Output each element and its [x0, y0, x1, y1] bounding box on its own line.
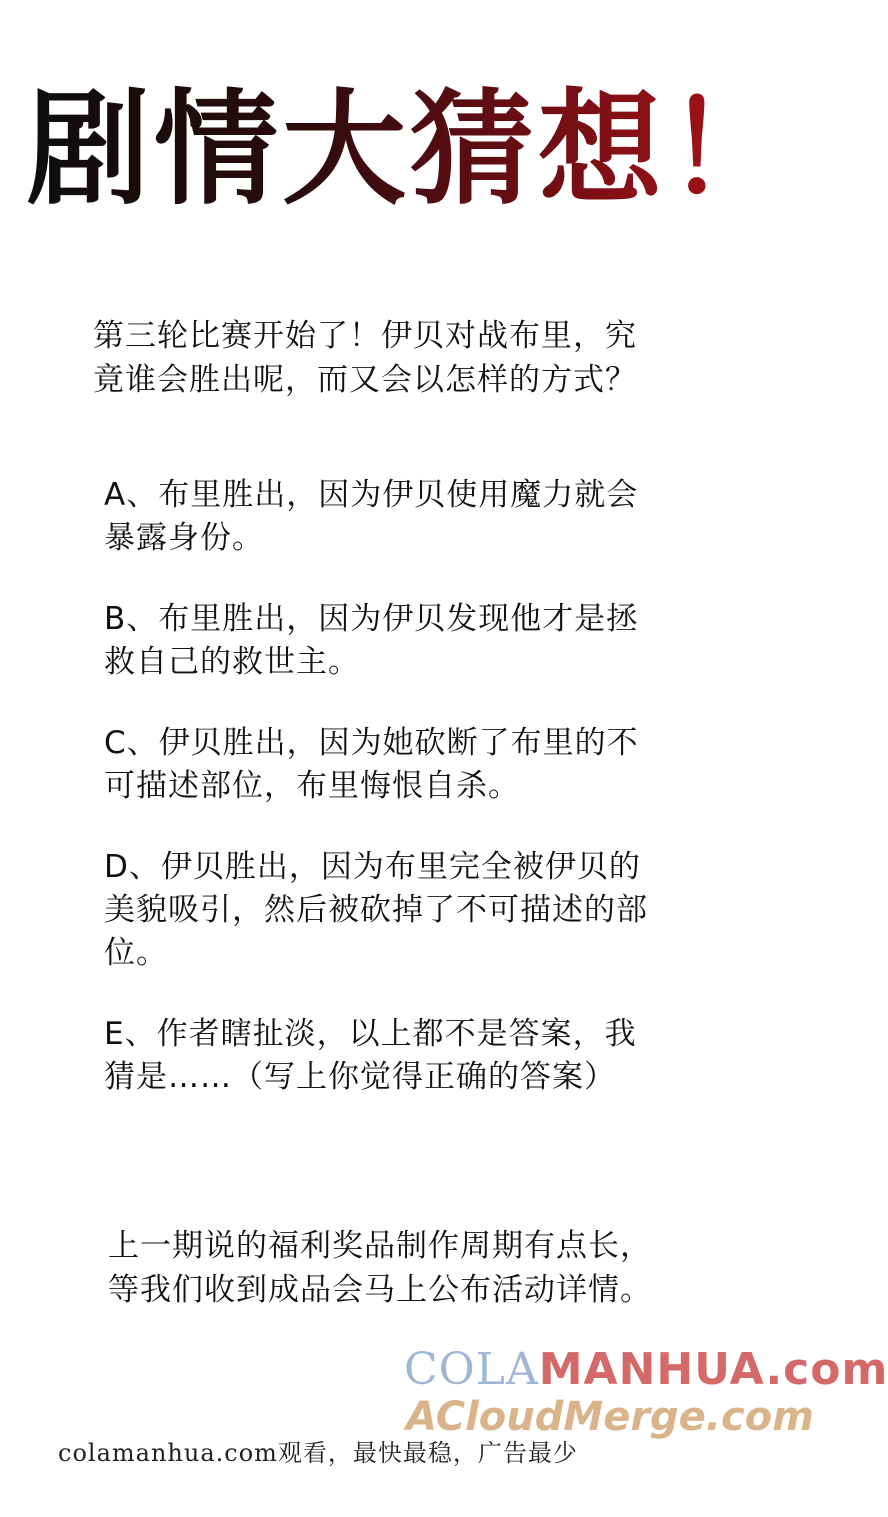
- title-text: 剧情大猜想！: [25, 78, 795, 222]
- notice-text: [108, 1224, 768, 1312]
- option-d: [104, 846, 744, 975]
- option-line: 可描述部位，布里悔恨自杀。: [104, 768, 520, 804]
- option-line: B、布里胜出，因为伊贝发现他才是拯: [104, 601, 639, 637]
- option-line: 暴露身份。: [104, 520, 264, 556]
- option-c: [104, 722, 744, 808]
- option-line: C、伊贝胜出，因为她砍断了布里的不: [104, 725, 639, 761]
- option-e: [104, 1013, 744, 1099]
- option-line: 猜是……（写上你觉得正确的答案）: [104, 1059, 616, 1095]
- title-graphic: [25, 70, 795, 230]
- notice-line: 等我们收到成品会马上公布活动详情。: [108, 1272, 652, 1308]
- option-line: 美貌吸引，然后被砍掉了不可描述的部: [104, 892, 648, 928]
- option-line: D、伊贝胜出，因为布里完全被伊贝的: [104, 849, 641, 885]
- footer-link[interactable]: colamanhua.com观看，最快最稳，广告最少: [58, 1439, 578, 1467]
- option-a: [104, 474, 744, 560]
- option-line: 位。: [104, 935, 168, 971]
- option-line: E、作者瞎扯淡，以上都不是答案，我: [104, 1016, 637, 1052]
- question-line: 竟谁会胜出呢，而又会以怎样的方式？: [93, 362, 637, 398]
- watermark-cola: COLA: [404, 1344, 539, 1395]
- watermark-manhua: MANHUA: [538, 1344, 766, 1395]
- option-b: [104, 598, 744, 684]
- page-title: [25, 70, 795, 230]
- question-text: [93, 314, 733, 402]
- option-line: 救自己的救世主。: [104, 644, 360, 680]
- notice-line: 上一期说的福利奖品制作周期有点长，: [108, 1228, 652, 1264]
- watermark-site-name: [404, 1344, 888, 1395]
- watermark-acloudmerge: ACloudMerge.com: [406, 1394, 814, 1440]
- question-line: 第三轮比赛开始了！伊贝对战布里，究: [93, 318, 637, 354]
- watermark-com: .com: [765, 1344, 888, 1395]
- option-line: A、布里胜出，因为伊贝使用魔力就会: [104, 477, 639, 513]
